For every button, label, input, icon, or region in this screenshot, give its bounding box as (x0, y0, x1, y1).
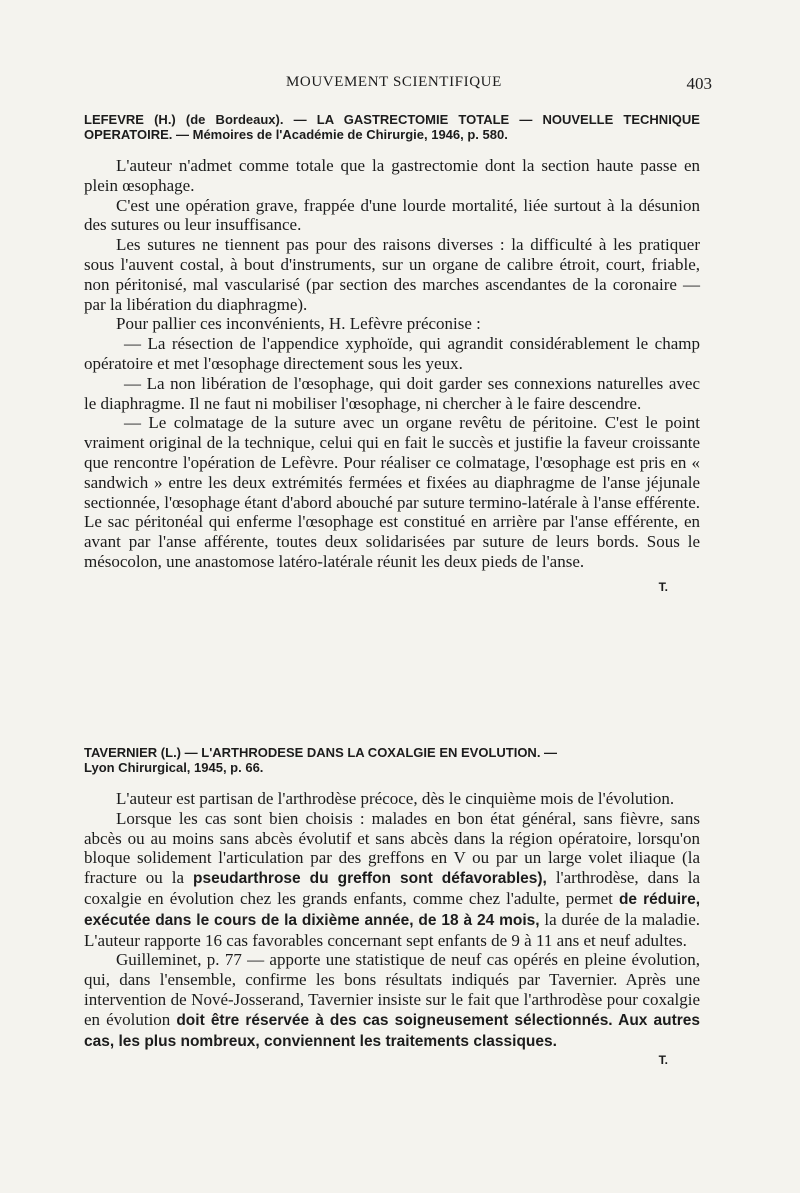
page-number: 403 (686, 74, 712, 93)
reference-author: LEFEVRE (H.) (de Bordeaux). (84, 112, 284, 127)
reference-title: — LA GASTRECTOMIE TOTALE — NOUVELLE TECHNIQUE OPERATOIRE. — (84, 112, 700, 142)
reference-source: Mémoires de l'Académie de Chirurgie, 1946, p. 580. (192, 127, 508, 142)
running-title: MOUVEMENT SCIENTIFIQUE (286, 74, 502, 90)
signature: T. (658, 579, 668, 594)
article-arthrodese (84, 745, 700, 1067)
emphasis-text: pseudarthrose du greffon sont défavorables), (193, 870, 547, 888)
paragraph: L'auteur n'admet comme totale que la gastrectomie dont la section haute passe en plein œsophage. (84, 156, 700, 195)
paragraph: Les sutures ne tiennent pas pour des raisons diverses : la difficulté à les pratiquer sous l'auvent costal, à bout d'instruments, sur un organe de calibre étroit, court, friable, non péritonisé, mal vascularisé (par section des marches ascendantes de la coronaire — par la libération du diaphragme). (84, 235, 700, 314)
paragraph: L'auteur est partisan de l'arthrodèse précoce, dès le cinquième mois de l'évolution. (116, 789, 675, 808)
reference-author: TAVERNIER (L.) (84, 745, 182, 760)
paragraph-text: l'arthrodèse, dans la coxalgie en évolution chez les grands enfants, comme chez l'adulte, permet (84, 868, 701, 908)
running-header (0, 74, 800, 94)
bibliographic-reference (84, 745, 700, 775)
article-gastrectomie (84, 112, 700, 594)
paragraph-text: la durée de la maladie. L'auteur rapporte 16 cas favorables concernant sept enfants de 9 à 11 ans et neuf adultes. (84, 909, 701, 950)
bibliographic-reference (84, 112, 700, 142)
paragraph-text: Guilleminet, p. 77 — apporte une statistique de neuf cas opérés en pleine évolution, qui, dans l'ensemble, confirme les bons résultats indiqués par Tavernier. Après une intervention de Nové-Josserand, Tavernier insiste sur le fait que l'arthrodèse pour coxalgie en évolution (84, 950, 700, 1029)
paragraph: Pour pallier ces inconvénients, H. Lefèvre préconise : (116, 314, 481, 334)
signature: T. (658, 1053, 668, 1068)
paragraph: C'est une opération grave, frappée d'une lourde mortalité, liée surtout à la désunion des sutures ou leur insuffisance. (84, 195, 700, 235)
reference-source: Lyon Chirurgical, 1945, p. 66. (84, 760, 264, 775)
list-item: — Le colmatage de la suture avec un organe revêtu de péritoine. C'est le point vraiment original de la technique, celui qui en fait le succès et justifie la faveur croissante que rencontre l'opération de Lefèvre. Pour réaliser ce colmatage, l'œsophage est pris en « sandwich » entre les deux extrémités fermées et fixées au diaphragme de l'anse jéjunale sectionnée, l'œsophage étant d'abord abouché par suture termino-latérale à l'anse efférente. Le sac péritonéal qui enferme l'œsophage est constitué en arrière par l'anse efférente, en avant par l'anse afférente, toutes deux solidarisées par suture de leurs bords. Sous le mésocolon, une anastomose latéro-latérale réunit les deux pieds de l'anse. (84, 413, 700, 571)
paragraph (84, 809, 700, 951)
list-item: — La résection de l'appendice xyphoïde, qui agrandit considérablement le champ opératoire et met l'œsophage directement sous les yeux. (84, 334, 700, 373)
paragraph (84, 950, 700, 1051)
emphasis-text: doit être réservée à des cas soigneusement sélectionnés. Aux autres cas, les plus nombreux, conviennent les traitements classiques. (84, 1011, 701, 1050)
list-item: — La non libération de l'œsophage, qui doit garder ses connexions naturelles avec le diaphragme. Il ne faut ni mobiliser l'œsophage, ni chercher à le faire descendre. (84, 373, 700, 413)
paragraph-text: Lorsque les cas sont bien choisis : malades en bon état général, sans fièvre, sans abcès ou au moins sans abcès évolutif et sans abcès dans la région opératoire, lorsqu'on bloque solidement l'articulation par des greffons en V ou par un large volet iliaque (la fracture ou la (84, 808, 700, 888)
emphasis-text: de réduire, exécutée dans le cours de la dixième année, de 18 à 24 mois, (84, 890, 700, 929)
reference-title: — L'ARTHRODESE DANS LA COXALGIE EN EVOLUTION. — (184, 745, 558, 760)
